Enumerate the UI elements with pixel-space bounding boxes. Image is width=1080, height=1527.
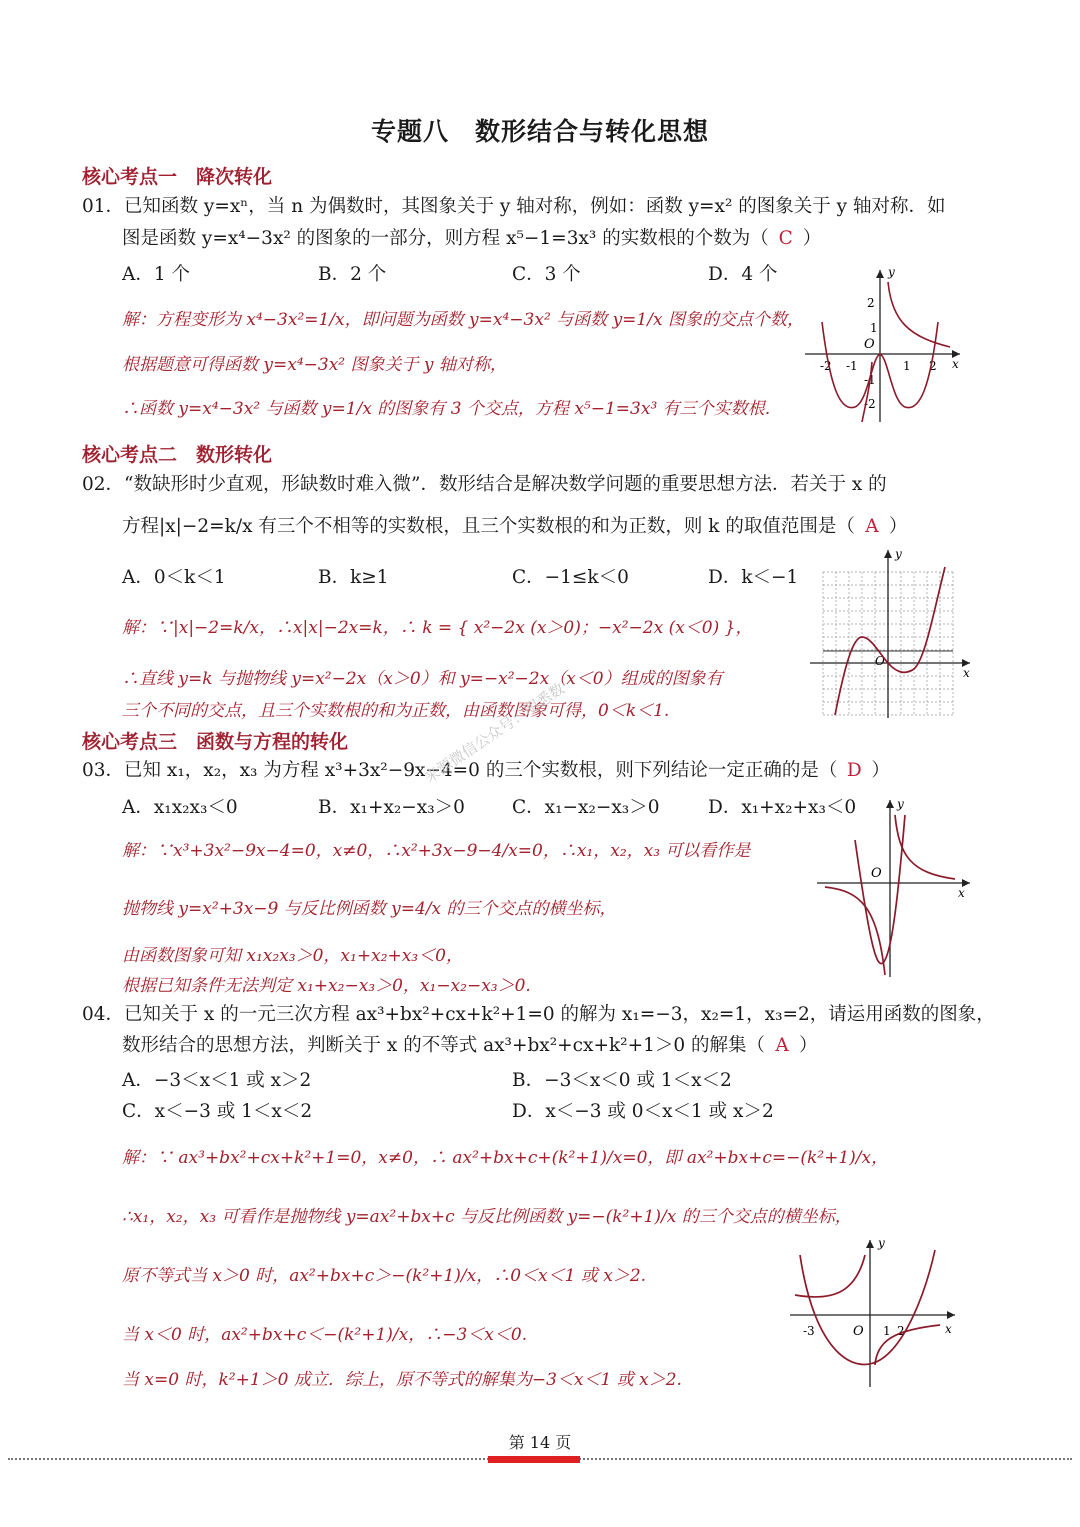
q4-option-c: C．x＜−3 或 1＜x＜2 bbox=[122, 1101, 313, 1122]
q4-tick: 1 bbox=[883, 1324, 891, 1338]
q3-solution-4: 根据已知条件无法判定 x₁+x₂−x₃＞0，x₁−x₂−x₃＞0. bbox=[122, 976, 531, 996]
q2-line2 bbox=[122, 515, 907, 539]
q2-stem: 方程|x|−2=k/x 有三个不相等的实数根，且三个实数根的和为正数，则 k 的取值范围是（ bbox=[122, 516, 855, 537]
q4-parabola bbox=[800, 1250, 935, 1364]
q4-line2 bbox=[122, 1034, 818, 1058]
q3-option-d: D．x₁+x₂+x₃＜0 bbox=[708, 797, 857, 818]
q4-answer: A bbox=[775, 1035, 789, 1056]
q3-option-b: B．x₁+x₂−x₃＞0 bbox=[318, 797, 465, 818]
q1-option-a: A．1 个 bbox=[122, 264, 191, 285]
q4-tick: -3 bbox=[803, 1324, 815, 1338]
q2-option-a: A．0＜k＜1 bbox=[122, 567, 226, 588]
q1-line2 bbox=[122, 227, 821, 251]
q3-close-paren: ） bbox=[871, 760, 890, 781]
q3-origin: O bbox=[871, 866, 882, 881]
q4-solution-4: 当 x＜0 时，ax²+bx+c＜−(k²+1)/x，∴−3＜x＜0. bbox=[122, 1325, 528, 1345]
q3-answer: D bbox=[846, 760, 862, 781]
q3-stem: 03．已知 x₁，x₂，x₃ 为方程 x³+3x²−9x−4=0 的三个实数根，则下列结论一定正确的是（ bbox=[82, 760, 838, 781]
q4-y-label: y bbox=[878, 1236, 885, 1250]
q1-line1: 01．已知函数 y=xⁿ，当 n 为偶数时，其图象关于 y 轴对称，例如：函数 y=x² 的图象关于 y 轴对称．如 bbox=[82, 196, 946, 217]
q1-tick: 2 bbox=[867, 296, 875, 310]
watermark-text: 来源微信公众号：明悉数 bbox=[421, 679, 568, 787]
q4-origin: O bbox=[853, 1324, 864, 1339]
q1-tick: 1 bbox=[870, 321, 878, 335]
q1-close-paren: ） bbox=[802, 228, 822, 249]
q2-close-paren: ） bbox=[888, 516, 908, 537]
section-heading-1: 核心考点一 降次转化 bbox=[82, 166, 273, 188]
q2-solution-3: 三个不同的交点，且三个实数根的和为正数，由函数图象可得，0＜k＜1. bbox=[122, 701, 670, 721]
q3-y-label: y bbox=[897, 797, 904, 811]
q2-origin: O bbox=[875, 654, 885, 668]
q3-x-label: x bbox=[958, 886, 965, 900]
q4-solution-5: 当 x=0 时，k²+1＞0 成立．综上，原不等式的解集为−3＜x＜1 或 x＞2. bbox=[122, 1370, 682, 1390]
q1-x-label: x bbox=[952, 357, 959, 371]
q3-option-a: A．x₁x₂x₃＜0 bbox=[122, 797, 238, 818]
q2-option-d: D．k＜−1 bbox=[708, 567, 799, 588]
q1-solution-3: ∴函数 y=x⁴−3x² 与函数 y=1/x 的图象有 3 个交点，方程 x⁵−1=3x³ 有三个实数根． bbox=[122, 399, 782, 419]
q1-tick: -1 bbox=[864, 373, 876, 387]
q4-solution-1: 解：∵ ax³+bx²+cx+k²+1=0，x≠0，∴ ax²+bx+c+(k²+1)/x=0，即 ax²+bx+c=−(k²+1)/x， bbox=[122, 1148, 889, 1168]
q4-tick: 2 bbox=[897, 1324, 905, 1338]
q1-origin: O bbox=[864, 337, 875, 352]
q1-option-d: D．4 个 bbox=[708, 264, 778, 285]
q1-answer: C bbox=[778, 228, 793, 249]
q4-x-label: x bbox=[945, 1322, 952, 1336]
q1-tick: 2 bbox=[929, 359, 937, 373]
q2-option-b: B．k≥1 bbox=[318, 567, 389, 588]
q1-y-label: y bbox=[888, 265, 895, 279]
q4-option-d: D．x＜−3 或 0＜x＜1 或 x＞2 bbox=[512, 1101, 774, 1122]
q2-graph bbox=[805, 545, 975, 720]
q1-option-c: C．3 个 bbox=[512, 264, 581, 285]
q4-option-a: A．−3＜x＜1 或 x＞2 bbox=[122, 1070, 312, 1091]
q2-y-label: y bbox=[895, 547, 902, 561]
q1-tick: -1 bbox=[846, 359, 858, 373]
q1-tick: -2 bbox=[820, 359, 832, 373]
q1-graph bbox=[800, 262, 965, 427]
q2-line1: 02．“数缺形时少直观，形缺数时难入微”．数形结合是解决数学问题的重要思想方法．若关于 x 的 bbox=[82, 474, 887, 495]
q2-solution-2: ∴直线 y=k 与抛物线 y=x²−2x（x＞0）和 y=−x²−2x（x＜0）组成的图象有 bbox=[122, 669, 723, 689]
q2-x-label: x bbox=[963, 666, 970, 680]
q1-stem: 图是函数 y=x⁴−3x² 的图象的一部分，则方程 x⁵−1=3x³ 的实数根的个数为（ bbox=[122, 228, 769, 249]
q3-graph bbox=[815, 795, 975, 980]
q1-tick: -2 bbox=[864, 397, 876, 411]
section-heading-3: 核心考点三 函数与方程的转化 bbox=[82, 731, 349, 753]
q1-tick: 1 bbox=[903, 359, 911, 373]
q3-solution-3: 由函数图象可知 x₁x₂x₃＞0，x₁+x₂+x₃＜0， bbox=[122, 946, 463, 966]
q3-solution-2: 抛物线 y=x²+3x−9 与反比例函数 y=4/x 的三个交点的横坐标， bbox=[122, 899, 617, 919]
q2-solution-1: 解：∵|x|−2=k/x，∴x|x|−2x=k，∴ k = { x²−2x (x＞0)；−x²−2x (x＜0) }， bbox=[122, 618, 753, 638]
q4-stem: 数形结合的思想方法，判断关于 x 的不等式 ax³+bx²+cx+k²+1＞0 的解集（ bbox=[122, 1035, 765, 1056]
q1-option-b: B．2 个 bbox=[318, 264, 387, 285]
page-title: 专题八 数形结合与转化思想 bbox=[370, 117, 709, 146]
q1-solution-1: 解：方程变形为 x⁴−3x²=1/x，即问题为函数 y=x⁴−3x² 与函数 y=1/x 图象的交点个数， bbox=[122, 310, 804, 330]
q2-answer: A bbox=[865, 516, 879, 537]
q1-solution-2: 根据题意可得函数 y=x⁴−3x² 图象关于 y 轴对称， bbox=[122, 355, 507, 375]
q4-option-b: B．−3＜x＜0 或 1＜x＜2 bbox=[512, 1070, 732, 1091]
q4-hyperbola-left bbox=[795, 1255, 865, 1297]
q1-hyperbola-left bbox=[862, 362, 872, 422]
q4-close-paren: ） bbox=[799, 1035, 818, 1056]
q4-solution-3: 原不等式当 x＞0 时，ax²+bx+c＞−(k²+1)/x，∴0＜x＜1 或 x＞2. bbox=[122, 1266, 647, 1286]
q2-piecewise-curve bbox=[835, 567, 945, 715]
footer-accent-bar bbox=[488, 1456, 580, 1463]
q1-hyperbola-right bbox=[888, 282, 950, 347]
q4-graph bbox=[785, 1235, 960, 1390]
q4-line1: 04．已知关于 x 的一元三次方程 ax³+bx²+cx+k²+1=0 的解为 x₁=−3，x₂=1，x₃=2，请运用函数的图象， bbox=[82, 1004, 995, 1025]
q3-solution-1: 解：∵x³+3x²−9x−4=0，x≠0，∴x²+3x−9−4/x=0，∴x₁，x₂，x₃ 可以看作是 bbox=[122, 841, 751, 861]
page-number: 第 14 页 bbox=[508, 1433, 572, 1452]
q3-option-c: C．x₁−x₂−x₃＞0 bbox=[512, 797, 660, 818]
q4-solution-2: ∴x₁，x₂，x₃ 可看作是抛物线 y=ax²+bx+c 与反比例函数 y=−(k²+1)/x 的三个交点的横坐标， bbox=[122, 1207, 852, 1227]
section-heading-2: 核心考点二 数形转化 bbox=[82, 444, 273, 466]
q3-line1 bbox=[82, 759, 890, 783]
q3-hyperbola-left bbox=[825, 887, 885, 975]
q2-option-c: C．−1≤k＜0 bbox=[512, 567, 629, 588]
